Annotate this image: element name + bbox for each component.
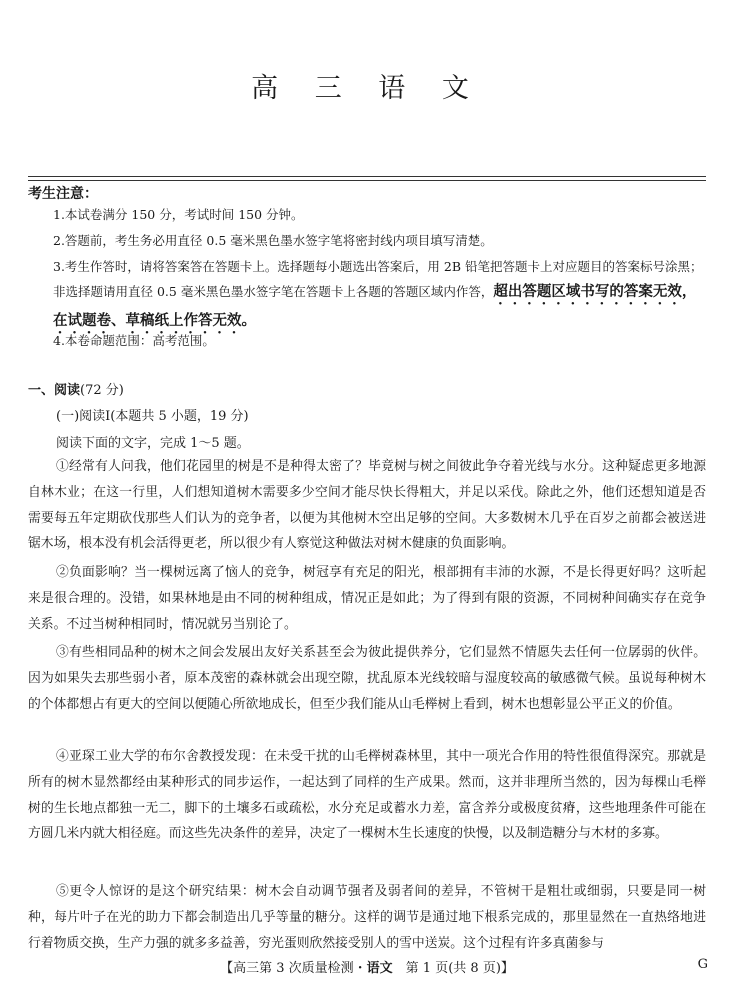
page-footer (0, 957, 734, 976)
footer-left: 【高三第 3 次质量检测・ (220, 961, 367, 976)
notice-item-text: 3.考生作答时，请将答案答在答题卡上。选择题每小题选出答案后，用 2B 铅笔把答题卡上对应题目的答案标号涂黑；非选择题请用直径 0.5 毫米黑色墨水签字笔在答题卡上各题的答题区域内作答， (53, 259, 703, 299)
page-title: 高 三 语 文 (251, 73, 483, 104)
paper-code: G (697, 957, 708, 972)
notice-item (53, 254, 709, 337)
divider (28, 180, 706, 181)
footer-right: 第 1 页(共 8 页)】 (392, 961, 514, 976)
notice-item: 4.本卷命题范围：高考范围。 (53, 333, 215, 348)
sub-section-heading: (一)阅读Ⅰ(本题共 5 小题，19 分) (56, 409, 249, 424)
notice-heading: 考生注意： (28, 186, 98, 202)
section-points: (72 分) (80, 383, 124, 398)
paragraph: ①经常有人问我，他们花园里的树是不是种得太密了？毕竟树与树之间彼此争夺着光线与水分。这种疑虑更多地源自林木业；在这一行里，人们想知道树木需要多少空间才能尽快长得粗大，并足以采伐。除此之外，他们还想知道是否需要每五年定期砍伐那些人们认为的竞争者，以便为其他树木空出足够的空间。大多数树木几乎在百岁之前都会被送进锯木场，根本没有机会活得更老，所以很少有人察觉这种做法对树木健康的负面影响。 (28, 459, 706, 552)
notice-item: 2.答题前，考生务必用直径 0.5 毫米黑色墨水签字笔将密封线内项目填写清楚。 (53, 233, 493, 248)
paragraph: ②负面影响？当一棵树远离了恼人的竞争，树冠享有充足的阳光，根部拥有丰沛的水源，不是长得更好吗？这听起来是很合理的。没错，如果林地是由不同的树种组成，情况正是如此；为了得到有限的资源，不同树种间确实存在竞争关系。不过当树种相同时，情况就另当别论了。 (28, 565, 706, 632)
paragraph: ③有些相同品种的树木之间会发展出友好关系甚至会为彼此提供养分，它们显然不情愿失去任何一位孱弱的伙伴。因为如果失去那些弱小者，原本茂密的森林就会出现空隙，扰乱原本光线较暗与湿度较高的敏感微气候。虽说每种树木的个体都想占有更大的空间以便随心所欲地成长，但至少我们能从山毛榉树上看到，树木也想彰显公平正义的价值。 (28, 645, 706, 712)
section-heading (28, 379, 124, 398)
notice-emphasis: 超出答题区域书写的答案无效，在试题卷、草稿纸上作答无效。 (53, 284, 697, 329)
footer-subject: 语文 (366, 961, 393, 976)
notice-item: 1.本试卷满分 150 分，考试时间 150 分钟。 (53, 207, 304, 222)
paragraph: ④亚琛工业大学的布尔舍教授发现：在未受干扰的山毛榉树森林里，其中一项光合作用的特性很值得深究。那就是所有的树木显然都经由某种形式的同步运作，一起达到了同样的生产成果。然而，这并非理所当然的，因为每棵山毛榉树的生长地点都独一无二，脚下的土壤多石或疏松，水分充足或蓄水力差，富含养分或极度贫瘠，这些地理条件可能在方圆几米内就大相径庭。而这些先决条件的差异，决定了一棵树木生长速度的快慢，以及制造糖分与木材的多寡。 (28, 749, 706, 842)
paragraph: ⑤更令人惊讶的是这个研究结果：树木会自动调节强者及弱者间的差异，不管树干是粗壮或细弱，只要是同一树种，每片叶子在光的助力下都会制造出几乎等量的糖分。这样的调节是通过地下根系完成的，那里显然在一直热络地进行着物质交换，生产力强的就多多益善，穷光蛋则欣然接受别人的雪中送炭。这个过程有许多真菌参与 (28, 884, 706, 951)
instruction: 阅读下面的文字，完成 1～5 题。 (56, 436, 250, 451)
section-title: 一、阅读 (28, 383, 81, 398)
divider (28, 176, 706, 177)
